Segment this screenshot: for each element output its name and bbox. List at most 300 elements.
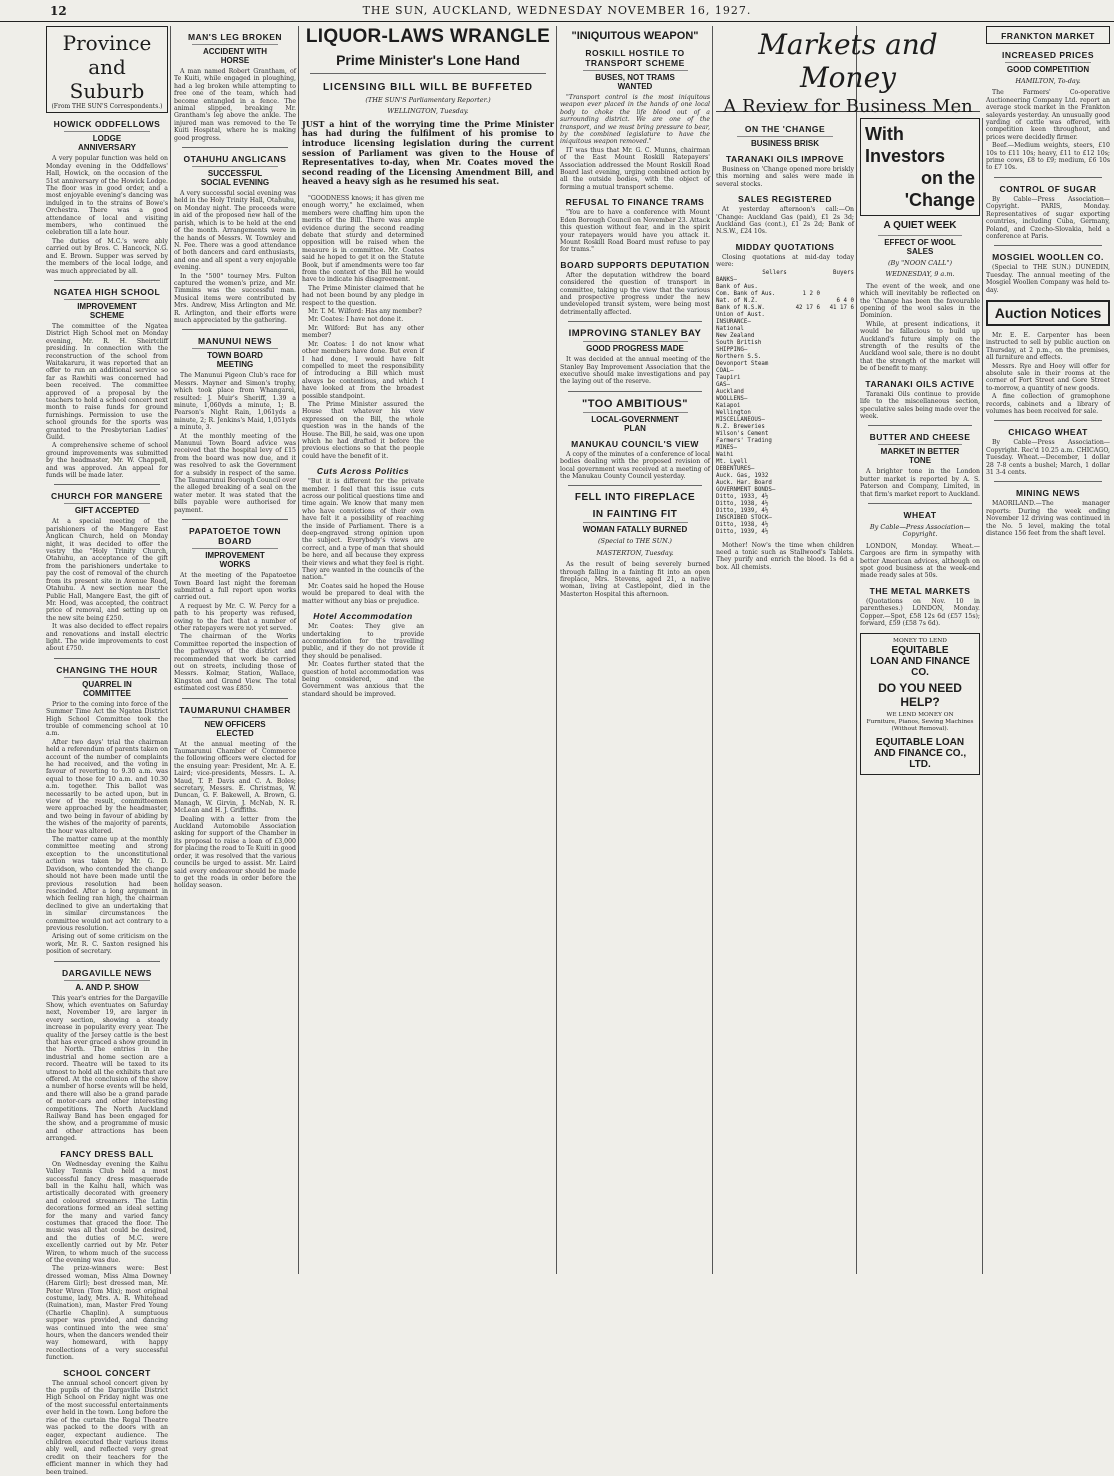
table-cell: [820, 284, 854, 291]
subhead-prime-minister: Prime Minister's Lone Hand: [336, 52, 520, 68]
table-cell: South British: [716, 339, 762, 346]
article-text: Mr. Coates said he hoped the House would be prepared to deal with the matter without any bias or prejudice.: [302, 582, 424, 605]
table-row: [716, 431, 854, 438]
divider: [994, 481, 1102, 482]
investors-title-2: on the 'Change: [904, 168, 975, 210]
headline-chicago-wheat: CHICAGO WHEAT: [1008, 427, 1088, 438]
subhead-manukau: MANUKAU COUNCIL'S VIEW: [571, 438, 699, 449]
headline-mosgiel: MOSGIEL WOOLLEN CO.: [992, 252, 1104, 263]
article-text: Business on 'Change opened more briskly this morning and sales were made in several stocks.: [716, 166, 854, 188]
column-rule: [982, 118, 983, 1274]
table-cell: SHIPPING—: [716, 346, 748, 353]
column-province-2: [174, 26, 296, 1274]
advert-slogan: DO YOU NEED HELP?: [878, 681, 962, 710]
advert-money-to-lend: [860, 633, 980, 775]
table-row: [716, 473, 854, 480]
column-on-change: [716, 118, 854, 1274]
column-province: [46, 26, 168, 1476]
column-rule: [712, 26, 713, 1274]
subhead-buses: BUSES, NOT TRAMS WANTED: [583, 70, 688, 91]
table-cell: Farmers' Trading: [716, 437, 772, 444]
table-cell: [820, 368, 854, 375]
subhead-midday: MIDDAY QUOTATIONS: [735, 241, 835, 252]
table-cell: Buyers: [833, 269, 854, 276]
table-cell: [820, 375, 854, 382]
table-cell: [820, 487, 854, 494]
table-cell: [820, 312, 854, 319]
table-row: [716, 291, 854, 298]
subhead-hotel: Hotel Accommodation: [313, 611, 413, 622]
headline-liquor-laws: LIQUOR-LAWS WRANGLE: [305, 26, 551, 47]
table-row: [716, 445, 854, 452]
table-cell: [820, 340, 854, 347]
table-cell: [786, 298, 820, 305]
table-cell: [820, 361, 854, 368]
divider: [54, 280, 160, 281]
table-row: [716, 522, 854, 529]
headline-changing-hour: CHANGING THE HOUR: [56, 664, 158, 675]
subhead-cuts-across: Cuts Across Politics: [316, 466, 410, 477]
table-cell: [786, 326, 820, 333]
subhead-metal: THE METAL MARKETS: [869, 585, 971, 596]
article-text: A request by Mr. C. W. Percy for a path to his property was refused, owing to the fact that a number of other ratepayers were not yet served.: [174, 602, 296, 632]
table-cell: [820, 501, 854, 508]
dateline: HAMILTON, To-day.: [1015, 77, 1081, 85]
headline-dargaville: DARGAVILLE NEWS: [62, 967, 152, 978]
table-row: [716, 529, 854, 536]
table-cell: [786, 382, 820, 389]
article-text: "You are to have a conference with Mount Eden Borough Council on November 23. Attack this question without fear, and in the spirit your ratepayers would have you attack it. Mount Roskill Road Board must refuse to pay for trams.": [560, 209, 710, 254]
table-cell: WOOLLENS—: [716, 395, 748, 402]
table-cell: Union of Aust.: [716, 311, 765, 318]
table-cell: [786, 529, 820, 536]
table-cell: [786, 410, 820, 417]
table-cell: Kaiapoi: [716, 402, 741, 409]
article-text: At yesterday afternoon's call:—On 'Change: Auckland Gas (paid), £1 2s 3d; Auckland Gas (cont.), £1 2s 2d; Bank of N.S.W., £24 10s.: [716, 206, 854, 236]
table-cell: Waihi: [716, 451, 734, 458]
table-row: [716, 298, 854, 305]
article-text: As the result of being severely burned through falling in a fainting fit into an open fireplace, Mrs. Stevens, aged 21, a native woman, living at Castlepoint, died in the Masterton Hospital this afternoon.: [560, 561, 710, 598]
table-cell: Ditto, 1939, 4½: [716, 507, 769, 514]
advert-name-2: LOAN AND FINANCE CO.: [870, 656, 970, 679]
column-investors: [860, 118, 980, 1274]
subhead-deputation: BOARD SUPPORTS DEPUTATION: [560, 259, 710, 270]
table-row: [716, 410, 854, 417]
table-cell: Ditto, 1939, 4½: [716, 528, 769, 535]
divider: [54, 484, 160, 485]
table-cell: [820, 508, 854, 515]
byline: (THE SUN'S Parliamentary Reporter.): [365, 96, 491, 104]
subhead-manunui: TOWN BOARD MEETING: [192, 348, 277, 369]
markets-subtitle: A Review for Business Men: [723, 96, 973, 117]
divider: [868, 503, 972, 504]
table-cell: [786, 389, 820, 396]
table-row: [716, 319, 854, 326]
divider: [182, 147, 288, 148]
article-text: At the meeting of the Papatoetoe Town Board last night the foreman submitted a full report upon works carried out.: [174, 572, 296, 602]
article-text: On Wednesday evening the Kaihu Valley Tennis Club held a most successful fancy dress masquerade ball in the Kaihu hall, which was artistically decorated with greenery and coloured streamers. The Latin decorations formed an ideal setting for the many and varied fancy costumes that graced the floor. The music was all that could be desired, and the duties of M.C. were excellently carried out by Mr. Peter Wiren, to whom much of the success of the evening was due.: [46, 1160, 168, 1264]
table-row: [716, 508, 854, 515]
table-cell: [820, 529, 854, 536]
table-cell: [786, 508, 820, 515]
article-text: Arising out of some criticism on the work, Mr. R. C. Saxton resigned his position of secretary.: [46, 933, 168, 956]
table-cell: 6 4 0: [836, 297, 854, 304]
table-cell: [786, 417, 820, 424]
subhead-mangere: GIFT ACCEPTED: [64, 503, 149, 515]
article-columns: [302, 195, 554, 1195]
subhead-school-concert: SCHOOL CONCERT: [63, 1367, 151, 1378]
article-text: Dealing with a letter from the Auckland Automobile Association asking for support of the Chamber in its proposal to raise a loan of £3,000 for placing the road to Te Kuiti in good order, it was resolved that the various councils be urged to assist. Mr. Laird said every endeavour should be made to get the roads in order before the holiday season.: [174, 815, 296, 890]
table-cell: [820, 431, 854, 438]
quotations-table: [716, 270, 854, 536]
divider: [568, 391, 702, 392]
table-cell: [786, 368, 820, 375]
divider: [182, 519, 288, 520]
subhead-changing-hour: QUARREL IN COMMITTEE: [64, 677, 149, 698]
column-rule: [856, 26, 857, 1274]
subhead-local-govt: LOCAL-GOVERNMENT PLAN: [583, 412, 688, 433]
table-cell: [820, 424, 854, 431]
section-title: Province and Suburb: [62, 31, 152, 103]
subhead-taranaki-active: TARANAKI OILS ACTIVE: [865, 378, 975, 389]
article-text: (Quotations on Nov. 10 in parentheses.) LONDON, Monday. Copper.—Spot, £58 12s 6d (£57 15s); forward, £59 (£58 7s 6d).: [860, 597, 980, 627]
table-row: [716, 494, 854, 501]
divider: [994, 245, 1102, 246]
subhead-butter: MARKET IN BETTER TONE: [878, 444, 962, 465]
table-cell: [820, 452, 854, 459]
table-cell: Wellington: [716, 409, 751, 416]
table-cell: Auck. Har. Board: [716, 479, 772, 486]
subhead-otahuhu: SUCCESSFUL SOCIAL EVENING: [192, 166, 277, 187]
divider: [54, 961, 160, 962]
table-cell: Wilson's Cement: [716, 430, 769, 437]
table-cell: Sellers: [762, 269, 787, 276]
article-text: The chairman of the Works Committee reported the inspection of the pathways of the district and recommended that work be carried out on streets, including those of Messrs. Kolmar, Station, Wallace, Kingston and Grand View. The total estimated cost was £850.: [174, 633, 296, 693]
table-row: [716, 466, 854, 473]
subhead-woman-burned: WOMAN FATALLY BURNED: [583, 522, 688, 534]
article-text: "But it is different for the private member. I feel that this issue cuts across our political questions time and time again. We know that many men who have convictions of their own have felt it a possibility of reaching the inside of Parliament. There is a deep-engraved strong opinion upon the subject. Everybody's views are correct, and a type of man that should be here, and all because they express their views and what they feel is right. They are wanted in the councils of the nation.": [302, 478, 424, 582]
article-text: A comprehensive scheme of school ground improvements was submitted by the headmaster, Mr. W. Chappell, and was approved. An appeal for funds will be made later.: [46, 442, 168, 480]
table-cell: GOVERNMENT BONDS—: [716, 486, 776, 493]
investors-title: With Investors: [865, 124, 946, 166]
table-row: [716, 361, 854, 368]
subhead-licensing-bill: LICENSING BILL WILL BE BUFFETED: [322, 82, 534, 93]
table-cell: Taupiri: [716, 374, 741, 381]
article-text: MAORILAND.—The manager reports: During the week ending November 12 driving was continued in the No. 5 level, making the total distance 156 feet from the shaft level.: [986, 500, 1110, 538]
table-row: [716, 347, 854, 354]
table-cell: Northern S.S.: [716, 353, 762, 360]
article-text: A very popular function was held on Monday evening in the Oddfellows' Hall, Howick, on the occasion of the 51st anniversary of the Howick Lodge. The floor was in good order, and a most enjoyable evening's dancing was indulged in to the strains of Bowe's Orchestra. There was a good attendance of local and visiting members, who continued the celebration till a late hour.: [46, 155, 168, 237]
advert-heading: MONEY TO LEND: [893, 638, 947, 645]
table-cell: [786, 522, 820, 529]
table-cell: [786, 354, 820, 361]
table-cell: [786, 494, 820, 501]
table-cell: [820, 347, 854, 354]
table-cell: [820, 473, 854, 480]
byline: (Special to THE SUN.): [598, 537, 672, 546]
article-text: This year's entries for the Dargaville Show, which eventuates on Saturday next, November 19, are larger in every section, showing a steady increase in popularity every year. The quality of the Jersey cattle is the best that has ever graced a show ground in the North. The entries in the industrial and home section are a record. Theatre will be taxed to its utmost to hold all the exhibits that are offered. At the conclusion of the show a number of horse events will be held, and there will also be a grand parade of motor-cars and other interesting competitions. The North Auckland Railway Band has been engaged for the show, and a programme of music and other attractions has been arranged.: [46, 994, 168, 1143]
subhead-dargaville: A. AND P. SHOW: [64, 980, 149, 992]
headline-papatoetoe: PAPATOETOE TOWN BOARD: [188, 526, 282, 547]
divider: [182, 329, 288, 330]
article-quote: "Transport control is the most iniquitous weapon ever placed in the hands of one local body to choke the life blood out of a surrounding district. We are one of the transport, and we must bring pressure to bear, by the combined legislature to have the iniquitous weapon removed.": [560, 94, 710, 146]
table-row: [716, 326, 854, 333]
headline-wheat: WHEAT: [903, 509, 937, 520]
table-cell: [820, 277, 854, 284]
table-row: [716, 354, 854, 361]
table-cell: MINES—: [716, 444, 737, 451]
table-cell: [820, 459, 854, 466]
subhead-wool-sales: EFFECT OF WOOL SALES: [878, 235, 962, 256]
table-cell: COAL—: [716, 367, 734, 374]
article-text: Prior to the coming into force of the Summer Time Act the Ngatea District High School Committee took the trouble of commencing school at 10 a.m.: [46, 700, 168, 738]
table-cell: New Zealand: [716, 332, 755, 339]
table-cell: [786, 445, 820, 452]
column-liquor-laws: [302, 26, 554, 1274]
table-row: [716, 438, 854, 445]
headline-mangere: CHURCH FOR MANGERE: [51, 491, 163, 502]
article-text: While, at present indications, it would be fallacious to build up Auckland's future simply on the strength of the results of the Auckland wool sale, there is no doubt that the strength of the market will be of benefit to many.: [860, 320, 980, 373]
headline-manunui: MANUNUI NEWS: [198, 336, 272, 347]
table-cell: 1 2 0: [802, 290, 820, 297]
table-cell: [820, 410, 854, 417]
table-cell: Bank of N.S.W.: [716, 304, 765, 311]
auction-notices-banner: Auction Notices: [986, 300, 1110, 326]
article-text: By Cable—Press Association—Copyright. PARIS, Monday. Representatives of sugar exporting countries, including Cuba, Germany, Poland, and Czecho-Slovakia, held a conference at Paris.: [986, 195, 1110, 240]
advert-name: EQUITABLE: [891, 645, 949, 657]
column-frankton: [986, 26, 1110, 1274]
section-subtitle: (From THE SUN'S Correspondents.): [51, 103, 163, 110]
table-cell: Ditto, 1938, 4½: [716, 500, 769, 507]
table-cell: GAS—: [716, 381, 730, 388]
table-cell: National: [716, 325, 744, 332]
article-text: Mr. Coates: I do not know what other members have done. But even if I had done, I would have felt compelled to meet the responsibility of introducing a Bill which must always be contentious, and which I have looked at from the broadest possible standpoint.: [302, 340, 424, 400]
article-text: At a special meeting of the parishioners of the Mangere East Anglican Church, held on Monday night, it was decided to offer the vestry the "Holy Trinity Church, Otahuhu, an acceptance of the gift from the parishioners undertake to pay the cost of removal of the church from its present site in Avenue Road, Otahuhu. A new section near the Public Hall, Mangere East, the gift of Mr. Hood, was accepted, the contract price of removal, and setting up on the new site being £250.: [46, 518, 168, 622]
headline-ngatea: NGATEA HIGH SCHOOL: [53, 286, 161, 297]
masthead: [0, 0, 1114, 22]
table-cell: [786, 340, 820, 347]
table-cell: INSURANCE—: [716, 318, 751, 325]
subhead-competition: GOOD COMPETITION: [1005, 62, 1092, 74]
divider: [310, 73, 546, 74]
table-cell: [786, 277, 820, 284]
divider: [994, 177, 1102, 178]
table-cell: [786, 466, 820, 473]
article-text: At the annual meeting of the Taumarunui Chamber of Commerce the following officers were elected for the ensuing year: President, Mr. A. E. Laird; vice-presidents, Messrs. L. A. Maud, T. P. Davis and C. A. Boles; secretary, Messrs. E. Christmas, W. Duncan, G. F. Bakewell, A. Brown, G. Managh, W. Girvin, J. McNab, N. R. McLean and H. J. Griffiths.: [174, 740, 296, 815]
headline-fireplace: FELL INTO FIREPLACE: [574, 492, 696, 504]
divider: [54, 658, 160, 659]
markets-title: Markets and Money: [758, 28, 938, 94]
article-text: Mr. Coates: I have not done it.: [308, 316, 404, 324]
article-text: Mr. Coates further stated that the question of hotel accommodation was being considered, and the Government was anxious that the standard should be improved.: [302, 661, 424, 698]
table-row: [716, 333, 854, 340]
table-cell: [820, 522, 854, 529]
table-cell: [820, 403, 854, 410]
dateline: WELLINGTON, Tuesday.: [387, 107, 469, 116]
headline-fainting: IN FAINTING FIT: [592, 509, 678, 521]
table-cell: [786, 487, 820, 494]
table-cell: [786, 424, 820, 431]
table-row: [716, 417, 854, 424]
table-cell: BANKS—: [716, 276, 737, 283]
table-cell: Ditto, 1938, 4½: [716, 521, 769, 528]
table-cell: [820, 396, 854, 403]
table-cell: [820, 417, 854, 424]
table-row: [716, 284, 854, 291]
subhead-stanley-bay: GOOD PROGRESS MADE: [583, 341, 688, 353]
table-cell: INSCRIBED STOCK—: [716, 514, 772, 521]
subhead-increased: INCREASED PRICES: [1001, 50, 1095, 60]
article-text: By Cable—Press Association—Copyright. Rec'd 10.25 a.m. CHICAGO, Tuesday. Wheat.—December, 1 dollar 28 7-8 cents a bushel; March, 1 dollar 31 3-4 cents.: [986, 439, 1110, 477]
advert-text: Mother! Now's the time when children need a tonic such as Stallwood's Tablets. They purify and enrich the blood. 1s 6d a box. All chemists.: [716, 541, 854, 571]
article-text: The annual school concert given by the pupils of the Dargaville District High School on Friday night was one of the most successful entertainments ever held in the town. Long before the rise of the curtain the Regal Theatre was packed to the doors with an eager, expectant audience. The children executed their various items ably well, and reflected very great credit on their teachers for the efficient manner in which they had been trained.: [46, 1379, 168, 1476]
article-text: Closing quotations at mid-day today were:: [716, 253, 854, 269]
table-row: [716, 375, 854, 382]
table-row: [716, 382, 854, 389]
article-text: The committee of the Ngatea District High School met on Monday evening, Mr. R. H. Sheirtcliff presiding. In connection with the reconstruction of the school from Waitakaruru, it was reported that an offer to run an additional service so far as Rawhiti was concerned had been received. The committee approved of a proposal by the teachers to hold a school concert next month to raise funds for ground furnishings. Permission to use the school grounds for the sports was granted to the Presbyterian Ladies' Guild.: [46, 322, 168, 441]
article-text: The Prime Minister claimed that he had not been bound by any pledge in respect to the question.: [302, 284, 424, 307]
table-cell: N.Z. Breweries: [716, 423, 765, 430]
byline: (By "NOON CALL"): [888, 259, 952, 267]
divider: [182, 698, 288, 699]
table-cell: Ditto, 1933, 4½: [716, 493, 769, 500]
article-text: Mr. T. M. Wilford: Has any member?: [308, 308, 422, 316]
headline-frankton: FRANKTON MARKET: [1001, 31, 1095, 41]
table-cell: [820, 494, 854, 501]
article-text: LONDON, Monday. Wheat.—Cargoes are firm in sympathy with better American advices, although on spot good business at the week-end made ready sales at 50s.: [860, 542, 980, 580]
subhead-howick: LODGE ANNIVERSARY: [64, 131, 149, 152]
article-text: At the monthly meeting of the Manunui Town Board advice was received that the hospital levy of £15 from the board was now due, and it was resolved to ask the Government for a subsidy in respect of the same. The Taumarunui Borough Council over the alleged breaking of a seal on the water meter. It was stated that the bills payable were authorised for payment.: [174, 432, 296, 514]
subhead-roskill: ROSKILL HOSTILE TO TRANSPORT SCHEME: [585, 48, 685, 68]
table-cell: [820, 333, 854, 340]
table-cell: [820, 354, 854, 361]
dateline: MASTERTON, Tuesday.: [596, 548, 674, 557]
table-cell: [786, 431, 820, 438]
table-cell: [786, 480, 820, 487]
subhead-refusal: REFUSAL TO FINANCE TRAMS: [565, 197, 705, 208]
table-cell: [786, 284, 820, 291]
advert-footer: EQUITABLE LOAN AND FINANCE CO., LTD.: [873, 737, 967, 771]
headline-otahuhu: OTAHUHU ANGLICANS: [183, 154, 287, 165]
headline-too-ambitious: "TOO AMBITIOUS": [582, 397, 688, 410]
table-row: [716, 459, 854, 466]
article-text: (Special to THE SUN.) DUNEDIN, Tuesday. The annual meeting of the Mosgiel Woollen Company was held to-day.: [986, 264, 1110, 294]
headline-leg-broken: MAN'S LEG BROKEN: [187, 32, 283, 42]
article-text: A fine collection of gramophone records, cabinets and a library of volumes has been received for sale.: [986, 393, 1110, 415]
table-cell: [786, 473, 820, 480]
subhead-papatoetoe: IMPROVEMENT WORKS: [192, 548, 277, 569]
byline: By Cable—Press Association—Copyright.: [869, 522, 971, 539]
table-cell: 41 17 6: [829, 304, 854, 311]
table-row: [716, 389, 854, 396]
table-cell: [820, 389, 854, 396]
column-rule: [170, 26, 171, 1274]
article-text: Mr. Coates: They give an undertaking to provide accommodation for the travelling public, and if they do not provide it they should be penalised.: [302, 623, 424, 660]
table-row: [716, 340, 854, 347]
table-cell: [820, 382, 854, 389]
table-row: [716, 480, 854, 487]
frankton-banner: [986, 26, 1110, 44]
table-cell: [786, 396, 820, 403]
article-text: After two days' trial the chairman held a referendum of parents taken on account of the number of complaints he had received, and the voting in favour of reverting to 9.30 a.m. was equal to those for 10 a.m. and 10.30 a.m. together. This ballot was necessarily to be acted upon, but in view of the result, committeemen were approached by the headmaster, and two being in favour of abiding by the wishes of the majority of parents, the hour was altered.: [46, 738, 168, 835]
article-text: It was decided at the annual meeting of the Stanley Bay Improvement Association that the executive should make investigations and pay the laying out of the reserve.: [560, 356, 710, 386]
article-text: The event of the week, and one which will inevitably be reflected on the 'Change has been the favourable opening of the wool sales in the Dominion.: [860, 282, 980, 320]
table-row: [716, 305, 854, 312]
table-cell: [786, 501, 820, 508]
table-cell: [786, 452, 820, 459]
article-text: The prize-winners were: Best dressed woman, Miss Alma Downey (Harem Girl); best dressed man, Mr. Peter Wiren (Tom Mix); most original costume, lady, Mrs. A. R. Whitehead (Ruination), man, Master Fred Young (Charlie Chaplin). A sumptuous supper was provided, and dancing was continued into the wee sma' hours, when the dancers wended their way homeward, with happy recollections of a very successful function.: [46, 1265, 168, 1362]
column-rule: [298, 26, 299, 1274]
headline-taumarunui: TAUMARUNUI CHAMBER: [179, 704, 291, 715]
subhead-ngatea: IMPROVEMENT SCHEME: [64, 299, 149, 320]
table-cell: [820, 466, 854, 473]
divider: [568, 321, 702, 322]
divider: [568, 485, 702, 486]
headline-howick: HOWICK ODDFELLOWS: [53, 119, 161, 130]
page-number: 12: [50, 4, 67, 18]
table-cell: Bank of Aus.: [716, 283, 758, 290]
table-row: [716, 368, 854, 375]
table-cell: [820, 438, 854, 445]
table-cell: [786, 515, 820, 522]
table-cell: [820, 319, 854, 326]
table-cell: Auckland: [716, 388, 744, 395]
advert-text: WE LEND MONEY ON: [886, 712, 954, 719]
table-cell: [786, 459, 820, 466]
article-text: A brighter tone in the London butter market is reported by A. S. Paterson and Company, Limited, in that firm's market report to Auckland.: [860, 468, 980, 498]
table-cell: [820, 515, 854, 522]
table-cell: [820, 326, 854, 333]
table-row: [716, 312, 854, 319]
article-text: A man named Robert Grantham, of Te Kuiti, while engaged in ploughing, had a leg broken while attempting to free one of the team, which had become entangled in a fence. The animal slipped, breaking Mr. Grantham's leg above the ankle. The injured man was removed to the Te Kuiti Hospital, where he is making good progress.: [174, 68, 296, 142]
section-province-suburb: [46, 26, 168, 113]
article-text: A very successful social evening was held in the Holy Trinity Hall, Otahuhu, on Monday night. The proceeds were in aid of the proposed new hall of the parish, which is to be held at the end of the month. Arrangements were in the hands of Messrs. W. Townley and N. Fee. There was a good attendance of both dancers and card enthusiasts, and one and all spent a very enjoyable evening.: [174, 190, 296, 272]
table-cell: 42 17 6: [795, 304, 820, 311]
headline-stanley-bay: IMPROVING STANLEY BAY: [568, 328, 702, 340]
article-text: The Farmers' Co-operative Auctioneering Company Ltd. report an average stock market in the Frankton saleyards yesterday. An unusually good yarding of cattle was offered, with competition keen throughout, and prices were decidedly firmer.: [986, 89, 1110, 141]
headline-on-change: ON THE 'CHANGE: [744, 124, 826, 134]
investors-banner: [860, 118, 980, 216]
article-text: The Prime Minister assured the House that whatever his view expressed on the Bill, the whole question was in the hands of the House. The Bill, he said, was one upon which he had drafted it before the previous elections so that the people could have the benefit of it.: [302, 400, 424, 460]
table-row: [716, 277, 854, 284]
article-text: In the "500" tourney Mrs. Fulton captured the women's prize, and Mr. Timmins was the successful man. Musical items were contributed by Mrs. Andrew, Miss Arlington and Mr. R. Arlington, and their efforts were much appreciated by the gathering.: [174, 272, 296, 324]
column-rule: [556, 26, 557, 1274]
article-text: "GOODNESS knows; it has given me enough worry," he exclaimed, when members were chaffing him upon the merits of the Bill. There was ample evidence during the second reading debate that sturdy and determined opposition will be raised when the measure is in committee. Mr. Coates said he hoped to get it on the Statute Book, but if amendments were too far from the context of the Bill he would have to indicate his disagreement.: [302, 194, 424, 284]
table-cell: Devonport Steam: [716, 360, 769, 367]
article-text: It was also decided to effect repairs and renovations and install electric light. The wide improvements to cost about £750.: [46, 623, 168, 653]
advert-text: Furniture, Pianos, Sewing Machines (Without Removal).: [866, 719, 974, 733]
table-cell: DEBENTURES—: [716, 465, 755, 472]
subhead-taumarunui: NEW OFFICERS ELECTED: [192, 717, 277, 738]
article-text: Mr. E. E. Carpenter has been instructed to sell by public auction on Thursday, at 2 p.m., on the premises, all furniture and effects.: [986, 331, 1110, 362]
subhead-business-brisk: BUSINESS BRISK: [737, 136, 834, 148]
subhead-taranaki: TARANAKI OILS IMPROVE: [725, 154, 844, 164]
article-text: The matter came up at the monthly committee meeting and strong exception to the unconstitutional action was taken by Mr. G. D. Davidson, who contended the change should not have been made until the previous resolution had been rescinded. After a long argument in which feeling ran high, the chairman declined to give an undertaking that in similar circumstances the committee would not act contrary to a previous resolution.: [46, 836, 168, 932]
subhead-leg-broken: ACCIDENT WITH HORSE: [192, 44, 277, 65]
table-cell: [820, 291, 854, 298]
newspaper-header: THE SUN, AUCKLAND, WEDNESDAY NOVEMBER 16, 1927.: [362, 4, 752, 17]
table-cell: [786, 312, 820, 319]
headline-sugar: CONTROL OF SUGAR: [999, 183, 1097, 194]
article-text: The duties of M.C.'s were ably carried out by Bros. C. Hancock, N.G. and E. Brown. Supper was served by the members of the local lodge, and was much appreciated by all.: [46, 237, 168, 275]
divider: [994, 420, 1102, 421]
column-iniquitous-weapon: [560, 26, 710, 1274]
table-cell: [820, 480, 854, 487]
table-cell: [820, 445, 854, 452]
article-text: Messrs. Rye and Hoey will offer for absolute sale in their rooms at the corner of Fort Street and Gore Street to-morrow, a quantity of new goods.: [986, 362, 1110, 392]
headline-quiet-week: A QUIET WEEK: [883, 220, 957, 231]
table-row: [716, 424, 854, 431]
